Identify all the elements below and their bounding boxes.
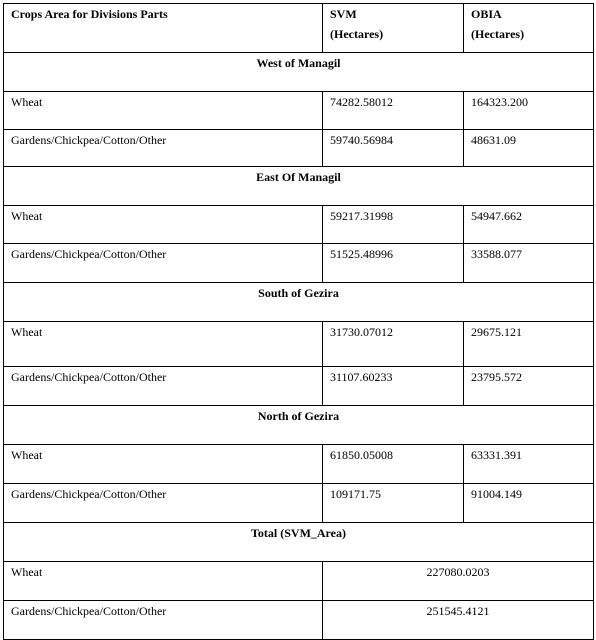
section-title: East Of Managil — [4, 167, 594, 206]
crop-cell: Wheat — [4, 322, 323, 367]
section-row-total — [4, 523, 594, 562]
crop-cell: Gardens/Chickpea/Cotton/Other — [4, 601, 323, 640]
obia-cell: 63331.391 — [464, 445, 594, 484]
header-svm-label: SVM — [330, 7, 357, 21]
section-row-east-managil — [4, 167, 594, 206]
table-row — [4, 206, 594, 244]
total-value-cell: 251545.4121 — [323, 601, 594, 640]
svm-cell: 61850.05008 — [323, 445, 464, 484]
section-row-south-gezira — [4, 283, 594, 322]
crop-cell: Wheat — [4, 445, 323, 484]
obia-cell: 54947.662 — [464, 206, 594, 244]
header-svm-unit: (Hectares) — [330, 27, 384, 41]
table-row — [4, 445, 594, 484]
crops-area-table — [3, 3, 594, 640]
obia-cell: 48631.09 — [464, 130, 594, 167]
svm-cell: 51525.48996 — [323, 244, 464, 283]
table-row — [4, 92, 594, 130]
header-obia-label: OBIA — [471, 7, 502, 21]
table-row — [4, 562, 594, 601]
crop-cell: Gardens/Chickpea/Cotton/Other — [4, 367, 323, 406]
section-title: West of Managil — [4, 53, 594, 92]
crop-cell: Wheat — [4, 92, 323, 130]
header-obia-unit: (Hectares) — [471, 27, 525, 41]
crop-cell: Gardens/Chickpea/Cotton/Other — [4, 130, 323, 167]
total-value-cell: 227080.0203 — [323, 562, 594, 601]
table-row — [4, 367, 594, 406]
section-title: Total (SVM_Area) — [4, 523, 594, 562]
header-obia — [464, 4, 594, 53]
table-row — [4, 322, 594, 367]
svm-cell: 109171.75 — [323, 484, 464, 523]
crop-cell: Gardens/Chickpea/Cotton/Other — [4, 244, 323, 283]
section-title: North of Gezira — [4, 406, 594, 445]
header-crops-area-label: Crops Area for Divisions Parts — [11, 7, 168, 21]
section-title: South of Gezira — [4, 283, 594, 322]
header-crops-area — [4, 4, 323, 53]
obia-cell: 164323.200 — [464, 92, 594, 130]
table-row — [4, 484, 594, 523]
table-row — [4, 601, 594, 640]
svm-cell: 31730.07012 — [323, 322, 464, 367]
crop-cell: Wheat — [4, 562, 323, 601]
svm-cell: 59217.31998 — [323, 206, 464, 244]
table-header-row — [4, 4, 594, 53]
obia-cell: 23795.572 — [464, 367, 594, 406]
header-svm — [323, 4, 464, 53]
obia-cell: 91004.149 — [464, 484, 594, 523]
table-row — [4, 130, 594, 167]
svm-cell: 74282.58012 — [323, 92, 464, 130]
obia-cell: 33588.077 — [464, 244, 594, 283]
crop-cell: Wheat — [4, 206, 323, 244]
section-row-north-gezira — [4, 406, 594, 445]
crop-cell: Gardens/Chickpea/Cotton/Other — [4, 484, 323, 523]
section-row-west-managil — [4, 53, 594, 92]
obia-cell: 29675.121 — [464, 322, 594, 367]
table-row — [4, 244, 594, 283]
svm-cell: 31107.60233 — [323, 367, 464, 406]
svm-cell: 59740.56984 — [323, 130, 464, 167]
